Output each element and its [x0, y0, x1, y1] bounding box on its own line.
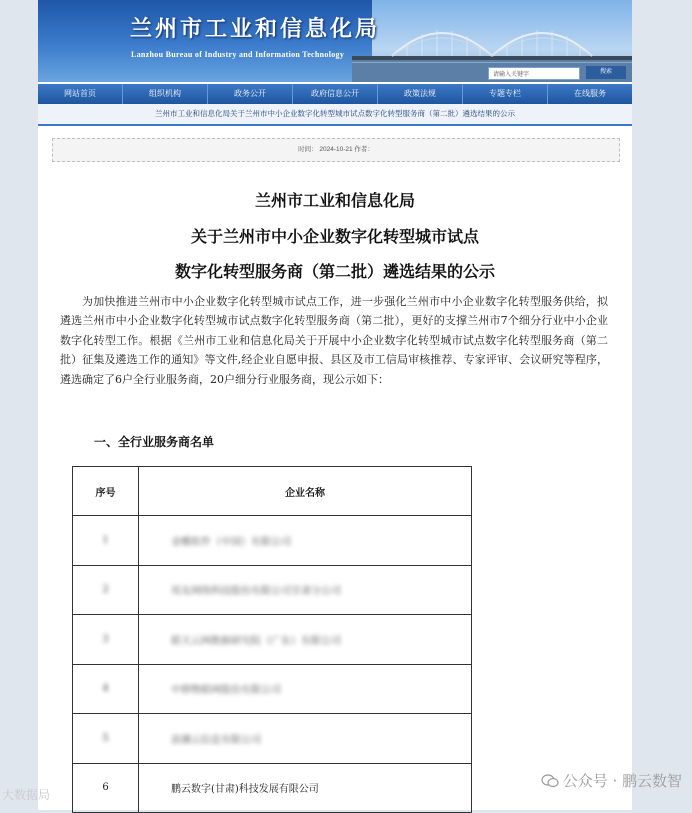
- column-header-index: 序号: [73, 467, 139, 516]
- nav-item-gov-affairs[interactable]: 政务公开: [208, 84, 293, 104]
- nav-item-topics[interactable]: 专题专栏: [463, 84, 548, 104]
- nav-item-online-service[interactable]: 在线服务: [574, 89, 606, 98]
- row-index: 4: [73, 664, 139, 714]
- row-index: 6: [73, 763, 139, 813]
- watermark-text: 公众号 · 鹏云数智: [562, 772, 682, 790]
- nav-item-home[interactable]: 网站首页: [38, 84, 123, 104]
- table-row: [73, 615, 472, 665]
- row-company-name: 浪潮云信息有限公司: [139, 714, 472, 764]
- nav-item-info-disclosure[interactable]: 政府信息公开: [293, 84, 378, 104]
- article-title-line-1: 兰州市工业和信息化局: [254, 191, 415, 210]
- left-watermark: 大数据局: [2, 788, 51, 802]
- section-title: 一、全行业服务商名单: [94, 435, 215, 449]
- row-index: 5: [73, 714, 139, 764]
- provider-table: [72, 466, 472, 813]
- article-breadcrumb: 兰州市工业和信息化局关于兰州市中小企业数字化转型城市试点数字化转型服务商（第二批）遴选结果的公示: [38, 104, 632, 126]
- row-company-name: 用友网络科技股份有限公司甘肃分公司: [139, 565, 472, 615]
- table-row: [73, 714, 472, 764]
- article-title-line-2: 关于兰州市中小企业数字化转型城市试点: [190, 227, 479, 246]
- nav-item-policy[interactable]: 政策法规: [378, 84, 463, 104]
- search-placeholder: 请输入关键字: [493, 72, 530, 78]
- nav-item-organization[interactable]: 组织机构: [123, 84, 208, 104]
- table-row: [73, 565, 472, 615]
- table-row: [73, 516, 472, 566]
- main-nav: [38, 84, 632, 104]
- table-row: [73, 763, 472, 813]
- row-index: 1: [73, 516, 139, 566]
- row-company-name: 鹏云数字(甘肃)科技发展有限公司: [139, 763, 472, 813]
- article-title-line-3: 数字化转型服务商（第二批）遴选结果的公示: [174, 262, 495, 281]
- column-header-name: 企业名称: [139, 467, 472, 516]
- site-banner: [38, 0, 632, 82]
- row-company-name: 中移物联网股份有限公司: [139, 664, 472, 714]
- row-company-name: 金蝶软件（中国）有限公司: [139, 516, 472, 566]
- wechat-icon: [541, 774, 559, 788]
- wechat-watermark: [541, 770, 682, 791]
- row-index: 2: [73, 565, 139, 615]
- search-input[interactable]: [488, 67, 580, 80]
- article-meta: 时间： 2024-10-21 作者：: [52, 138, 620, 162]
- table-header-row: [73, 467, 472, 516]
- row-index: 3: [73, 615, 139, 665]
- page-container: [38, 0, 632, 810]
- row-company-name: 联天云网数据研究院（广东）有限公司: [139, 615, 472, 665]
- site-subtitle: Lanzhou Bureau of Industry and Information Technology: [131, 50, 345, 59]
- table-row: [73, 664, 472, 714]
- search-button[interactable]: 搜索: [586, 66, 626, 79]
- site-title: 兰州市工业和信息化局: [130, 16, 381, 42]
- article-body: 为加快推进兰州市中小企业数字化转型城市试点工作，进一步强化兰州市中小企业数字化转型服务供给，拟遴选兰州市中小企业数字化转型城市试点数字化转型服务商（第二批），更好的支撑兰州市7个细分行业中小企业数字化转型工作。根据《兰州市工业和信息化局关于开展中小企业数字化转型城市试点数字化转型服务商（第二批）征集及遴选工作的通知》等文件,经企业自愿申报、县区及市工信局审核推荐、专家评审、会议研究等程序，遴选确定了6户全行业服务商，20户细分行业服务商，现公示如下：: [60, 295, 608, 386]
